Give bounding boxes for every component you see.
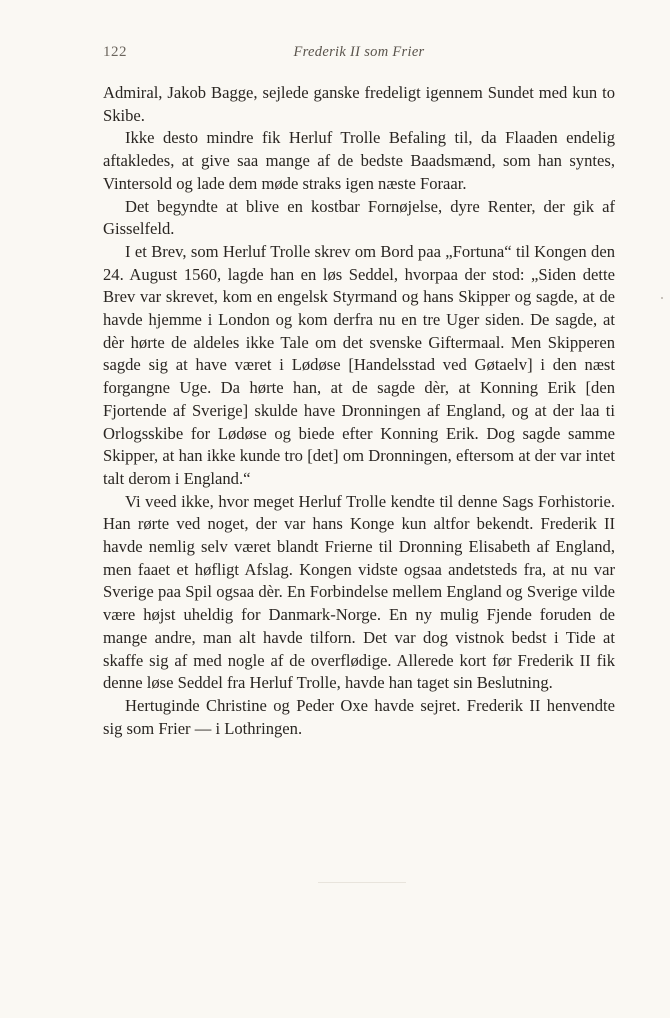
paragraph: Det begyndte at blive en kostbar Fornøjelse, dyre Renter, der gik af Gisselfeld. (103, 196, 615, 239)
paragraph: Admiral, Jakob Bagge, sejlede ganske fredeligt igennem Sundet med kun to Skibe. (103, 83, 615, 125)
running-title: Frederik II som Frier (293, 44, 425, 60)
paragraph: I et Brev, som Herluf Trolle skrev om Bord paa „Fortuna“ til Kongen den 24. August 1560, lagde han en løs Seddel, hvorpaa der stod: „Siden dette Brev var skrevet, kom en engelsk Styrmand og hans Skipper og sagde, at de havde hjemme i London og kom derfra nu en tre Uger siden. De sagde, at dèr hørte de aldeles ikke Tale om det svenske Giftermaal. Men Skipperen sagde sig at have været i Lødøse [Handelsstad ved Gøtaelv] i den næst forgangne Uge. Da hørte han, at de sagde dèr, at Konning Erik [den Fjortende af Sverige] skulde have Dronningen af England, og at der laa ti Orlogsskibe for Lødøse og biede efter Konning Erik. Dog sagde samme Skipper, at han ikke kunde tro [det] om Dronningen, eftersom at der var intet talt derom i England.“ (103, 241, 615, 488)
paragraph: Hertuginde Christine og Peder Oxe havde sejret. Frederik II henvendte sig som Frier — i Lothringen. (103, 695, 615, 738)
page-bottom-rule (318, 882, 406, 883)
body-text (103, 82, 615, 740)
paragraph: Vi veed ikke, hvor meget Herluf Trolle kendte til denne Sags Forhistorie. Han rørte ved noget, der var hans Konge kun altfor bekendt. Frederik II havde nemlig selv været blandt Frierne til Dronning Elisabeth af England, men faaet et høfligt Afslag. Kongen vidste ogsaa andetsteds fra, at nu var Sverige paa Spil ogsaa dèr. En Forbindelse mellem England og Sverige vilde være højst uheldig for Danmark-Norge. En ny mulig Fjende foruden de mange andre, man alt havde tilforn. Det var dog vistnok bedst i Tide at skaffe sig af med nogle af de overflødige. Allerede kort før Frederik II fik denne løse Seddel fra Herluf Trolle, havde han taget sin Beslutning. (103, 491, 615, 693)
page-number: 122 (103, 44, 127, 60)
paper-speck (661, 297, 663, 299)
page-header (103, 44, 615, 68)
paragraph: Ikke desto mindre fik Herluf Trolle Befaling til, da Flaaden endelig aftakledes, at give saa mange af de bedste Baadsmænd, som han syntes, Vintersold og lade dem møde straks igen næste Foraar. (103, 128, 615, 193)
